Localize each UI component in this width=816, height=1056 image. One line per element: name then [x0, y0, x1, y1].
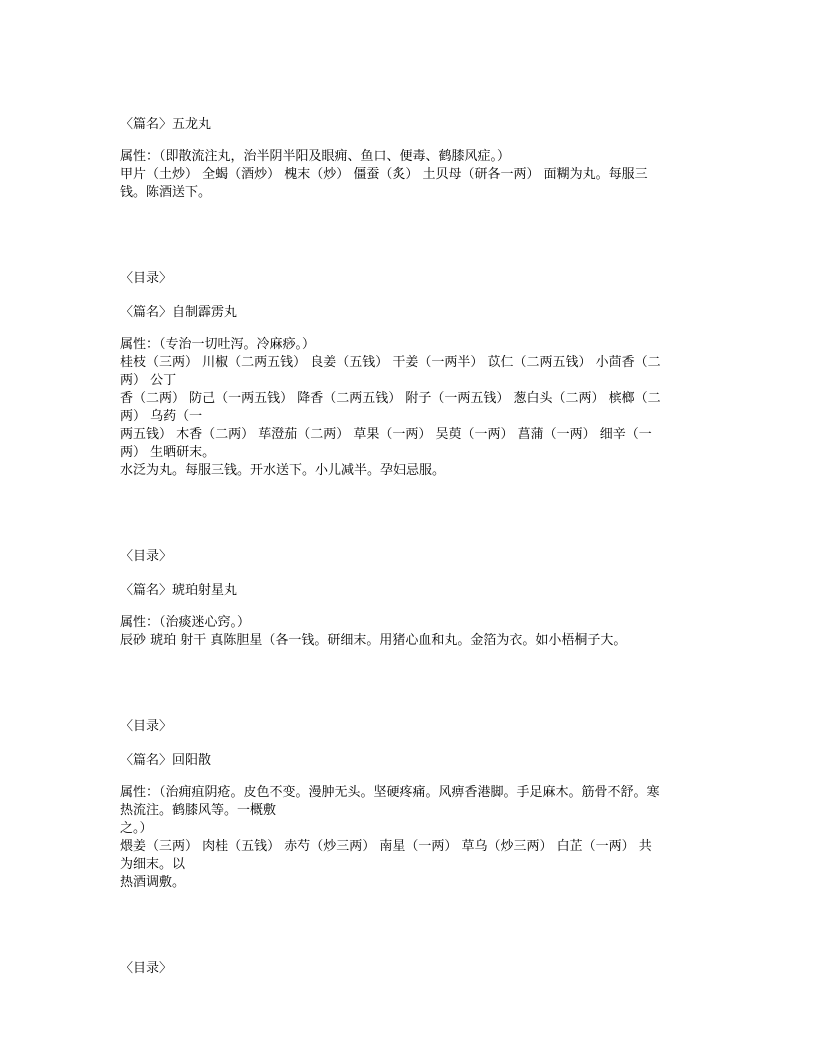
body-line: 桂枝（三两） 川椒（二两五钱） 良姜（五钱） 干姜（一两半） 苡仁（二两五钱） 小茴香（二 [120, 355, 661, 370]
section-attribute: 之。） [120, 821, 153, 836]
body-line: 为细末。以 [120, 857, 186, 872]
toc-link[interactable]: 〈目录〉 [120, 961, 173, 976]
section-huiyang-san [120, 752, 700, 978]
section-attribute: 属性：（专治一切吐泻。冷麻痧。） [120, 337, 316, 352]
body-line: 甲片（土炒） 全蝎（酒炒） 槐末（炒） 僵蚕（炙） 土贝母（研各一两） 面糊为丸。每服三 [120, 167, 648, 182]
section-zizhi-pili-wan [120, 304, 700, 566]
toc-link[interactable]: 〈目录〉 [120, 549, 173, 564]
section-attribute: 属性：（即散流注丸，治半阴半阳及眼痈、鱼口、便毒、鹤膝风症。） [120, 149, 511, 164]
document-page [120, 116, 700, 978]
section-attribute: 属性：（治痰迷心窍。） [120, 615, 251, 630]
body-line: 香（二两） 防己（一两五钱） 降香（二两五钱） 附子（一两五钱） 葱白头（二两） 槟榔（二 [120, 391, 661, 406]
section-attribute: 属性：（治痈疽阴疮。皮色不变。漫肿无头。坚硬疼痛。风痹香港脚。手足麻木。筋骨不舒。寒 [120, 785, 660, 800]
section-wulong-wan [120, 116, 700, 288]
body-line: 两） 生晒研末。 [120, 445, 216, 460]
section-attribute: 热流注。鹤膝风等。一概敷 [120, 803, 277, 818]
body-line: 热酒调敷。 [120, 875, 186, 890]
body-line: 两） 乌药（一 [120, 409, 203, 424]
section-hupo-shexing-wan [120, 582, 700, 736]
section-title: 〈篇名〉自制霹雳丸 [120, 305, 238, 320]
body-line: 辰砂 琥珀 射干 真陈胆星（各一钱。研细末。用猪心血和丸。金箔为衣。如小梧桐子大。 [120, 633, 627, 648]
body-line: 水泛为丸。每服三钱。开水送下。小儿减半。孕妇忌服。 [120, 463, 446, 478]
section-title: 〈篇名〉回阳散 [120, 753, 212, 768]
body-line: 煨姜（三两） 肉桂（五钱） 赤芍（炒三两） 南星（一两） 草乌（炒三两） 白芷（一两） 共 [120, 839, 652, 854]
toc-link[interactable]: 〈目录〉 [120, 719, 173, 734]
toc-link[interactable]: 〈目录〉 [120, 271, 173, 286]
body-line: 两） 公丁 [120, 373, 177, 388]
section-title: 〈篇名〉琥珀射星丸 [120, 583, 238, 598]
body-line: 两五钱） 木香（二两） 荜澄茄（二两） 草果（一两） 吴萸（一两） 菖蒲（一两） 细辛（一 [120, 427, 652, 442]
section-title: 〈篇名〉五龙丸 [120, 117, 212, 132]
body-line: 钱。陈酒送下。 [120, 185, 212, 200]
